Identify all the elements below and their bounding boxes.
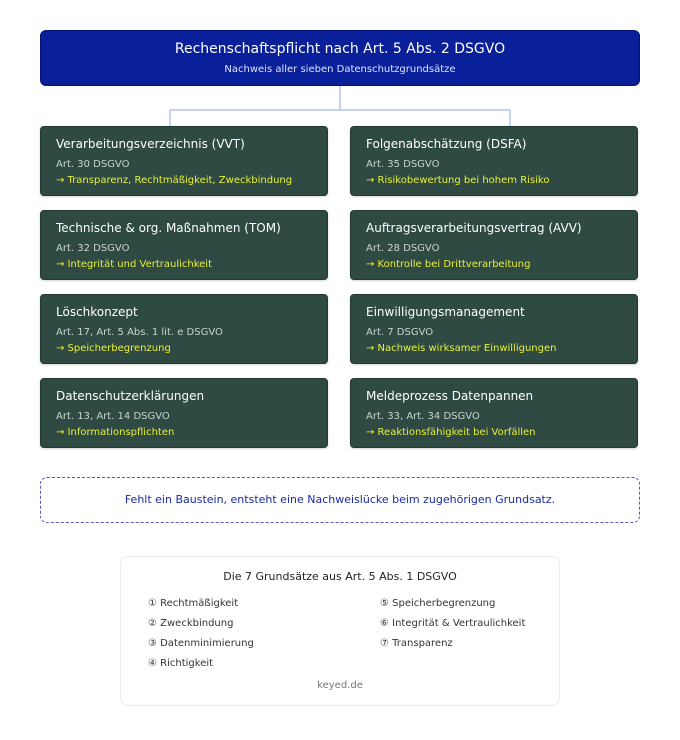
box-title: Einwilligungsmanagement xyxy=(366,305,525,319)
legend-item: ⑦ Transparenz xyxy=(380,638,453,649)
legend-title: Die 7 Grundsätze aus Art. 5 Abs. 1 DSGVO xyxy=(223,570,457,583)
box-title: Löschkonzept xyxy=(56,305,138,319)
box-reference: Art. 30 DSGVO xyxy=(56,159,130,170)
legend-item: ⑤ Speicherbegrenzung xyxy=(380,598,496,609)
box-title: Folgenabschätzung (DSFA) xyxy=(366,137,527,151)
box-principle-link: → Risikobewertung bei hohem Risiko xyxy=(366,175,550,186)
page-subtitle: Nachweis aller sieben Datenschutzgrundsätze xyxy=(224,64,456,75)
box-title: Verarbeitungsverzeichnis (VVT) xyxy=(56,137,245,151)
box-reference: Art. 33, Art. 34 DSGVO xyxy=(366,411,480,422)
box-principle-link: → Kontrolle bei Drittverarbeitung xyxy=(366,259,531,270)
box-reference: Art. 13, Art. 14 DSGVO xyxy=(56,411,170,422)
box-loeschkonzept xyxy=(40,294,328,364)
box-reference: Art. 28 DSGVO xyxy=(366,243,440,254)
box-title: Datenschutzerklärungen xyxy=(56,389,205,403)
legend-item: ① Rechtmäßigkeit xyxy=(148,598,239,609)
box-title: Auftragsverarbeitungsvertrag (AVV) xyxy=(366,221,582,235)
box-reference: Art. 7 DSGVO xyxy=(366,327,434,338)
box-principle-link: → Speicherbegrenzung xyxy=(56,343,171,354)
legend-item: ③ Datenminimierung xyxy=(148,638,254,649)
principles-legend xyxy=(120,556,560,706)
box-einwilligungsmanagement xyxy=(350,294,638,364)
page-title: Rechenschaftspflicht nach Art. 5 Abs. 2 DSGVO xyxy=(174,41,506,57)
box-reference: Art. 17, Art. 5 Abs. 1 lit. e DSGVO xyxy=(56,327,223,338)
header-box xyxy=(40,30,640,86)
box-principle-link: → Informationspflichten xyxy=(56,427,175,438)
box-principle-link: → Reaktionsfähigkeit bei Vorfällen xyxy=(366,427,536,438)
box-principle-link: → Integrität und Vertraulichkeit xyxy=(56,259,213,270)
box-vvt xyxy=(40,126,328,196)
box-meldeprozess xyxy=(350,378,638,448)
box-reference: Art. 35 DSGVO xyxy=(366,159,440,170)
legend-item: ④ Richtigkeit xyxy=(148,658,214,669)
legend-item: ② Zweckbindung xyxy=(148,618,234,629)
box-avv xyxy=(350,210,638,280)
box-title: Technische & org. Maßnahmen (TOM) xyxy=(56,221,281,235)
legend-item: ⑥ Integrität & Vertraulichkeit xyxy=(380,618,526,629)
box-datenschutzerklaerungen xyxy=(40,378,328,448)
box-principle-link: → Transparenz, Rechtmäßigkeit, Zweckbindung xyxy=(56,175,293,186)
brand-footer: keyed.de xyxy=(317,680,363,691)
box-title: Meldeprozess Datenpannen xyxy=(366,389,534,403)
box-reference: Art. 32 DSGVO xyxy=(56,243,130,254)
gap-notice: Fehlt ein Baustein, entsteht eine Nachweislücke beim zugehörigen Grundsatz. xyxy=(40,477,640,523)
box-dsfa xyxy=(350,126,638,196)
box-tom xyxy=(40,210,328,280)
box-principle-link: → Nachweis wirksamer Einwilligungen xyxy=(366,343,557,354)
